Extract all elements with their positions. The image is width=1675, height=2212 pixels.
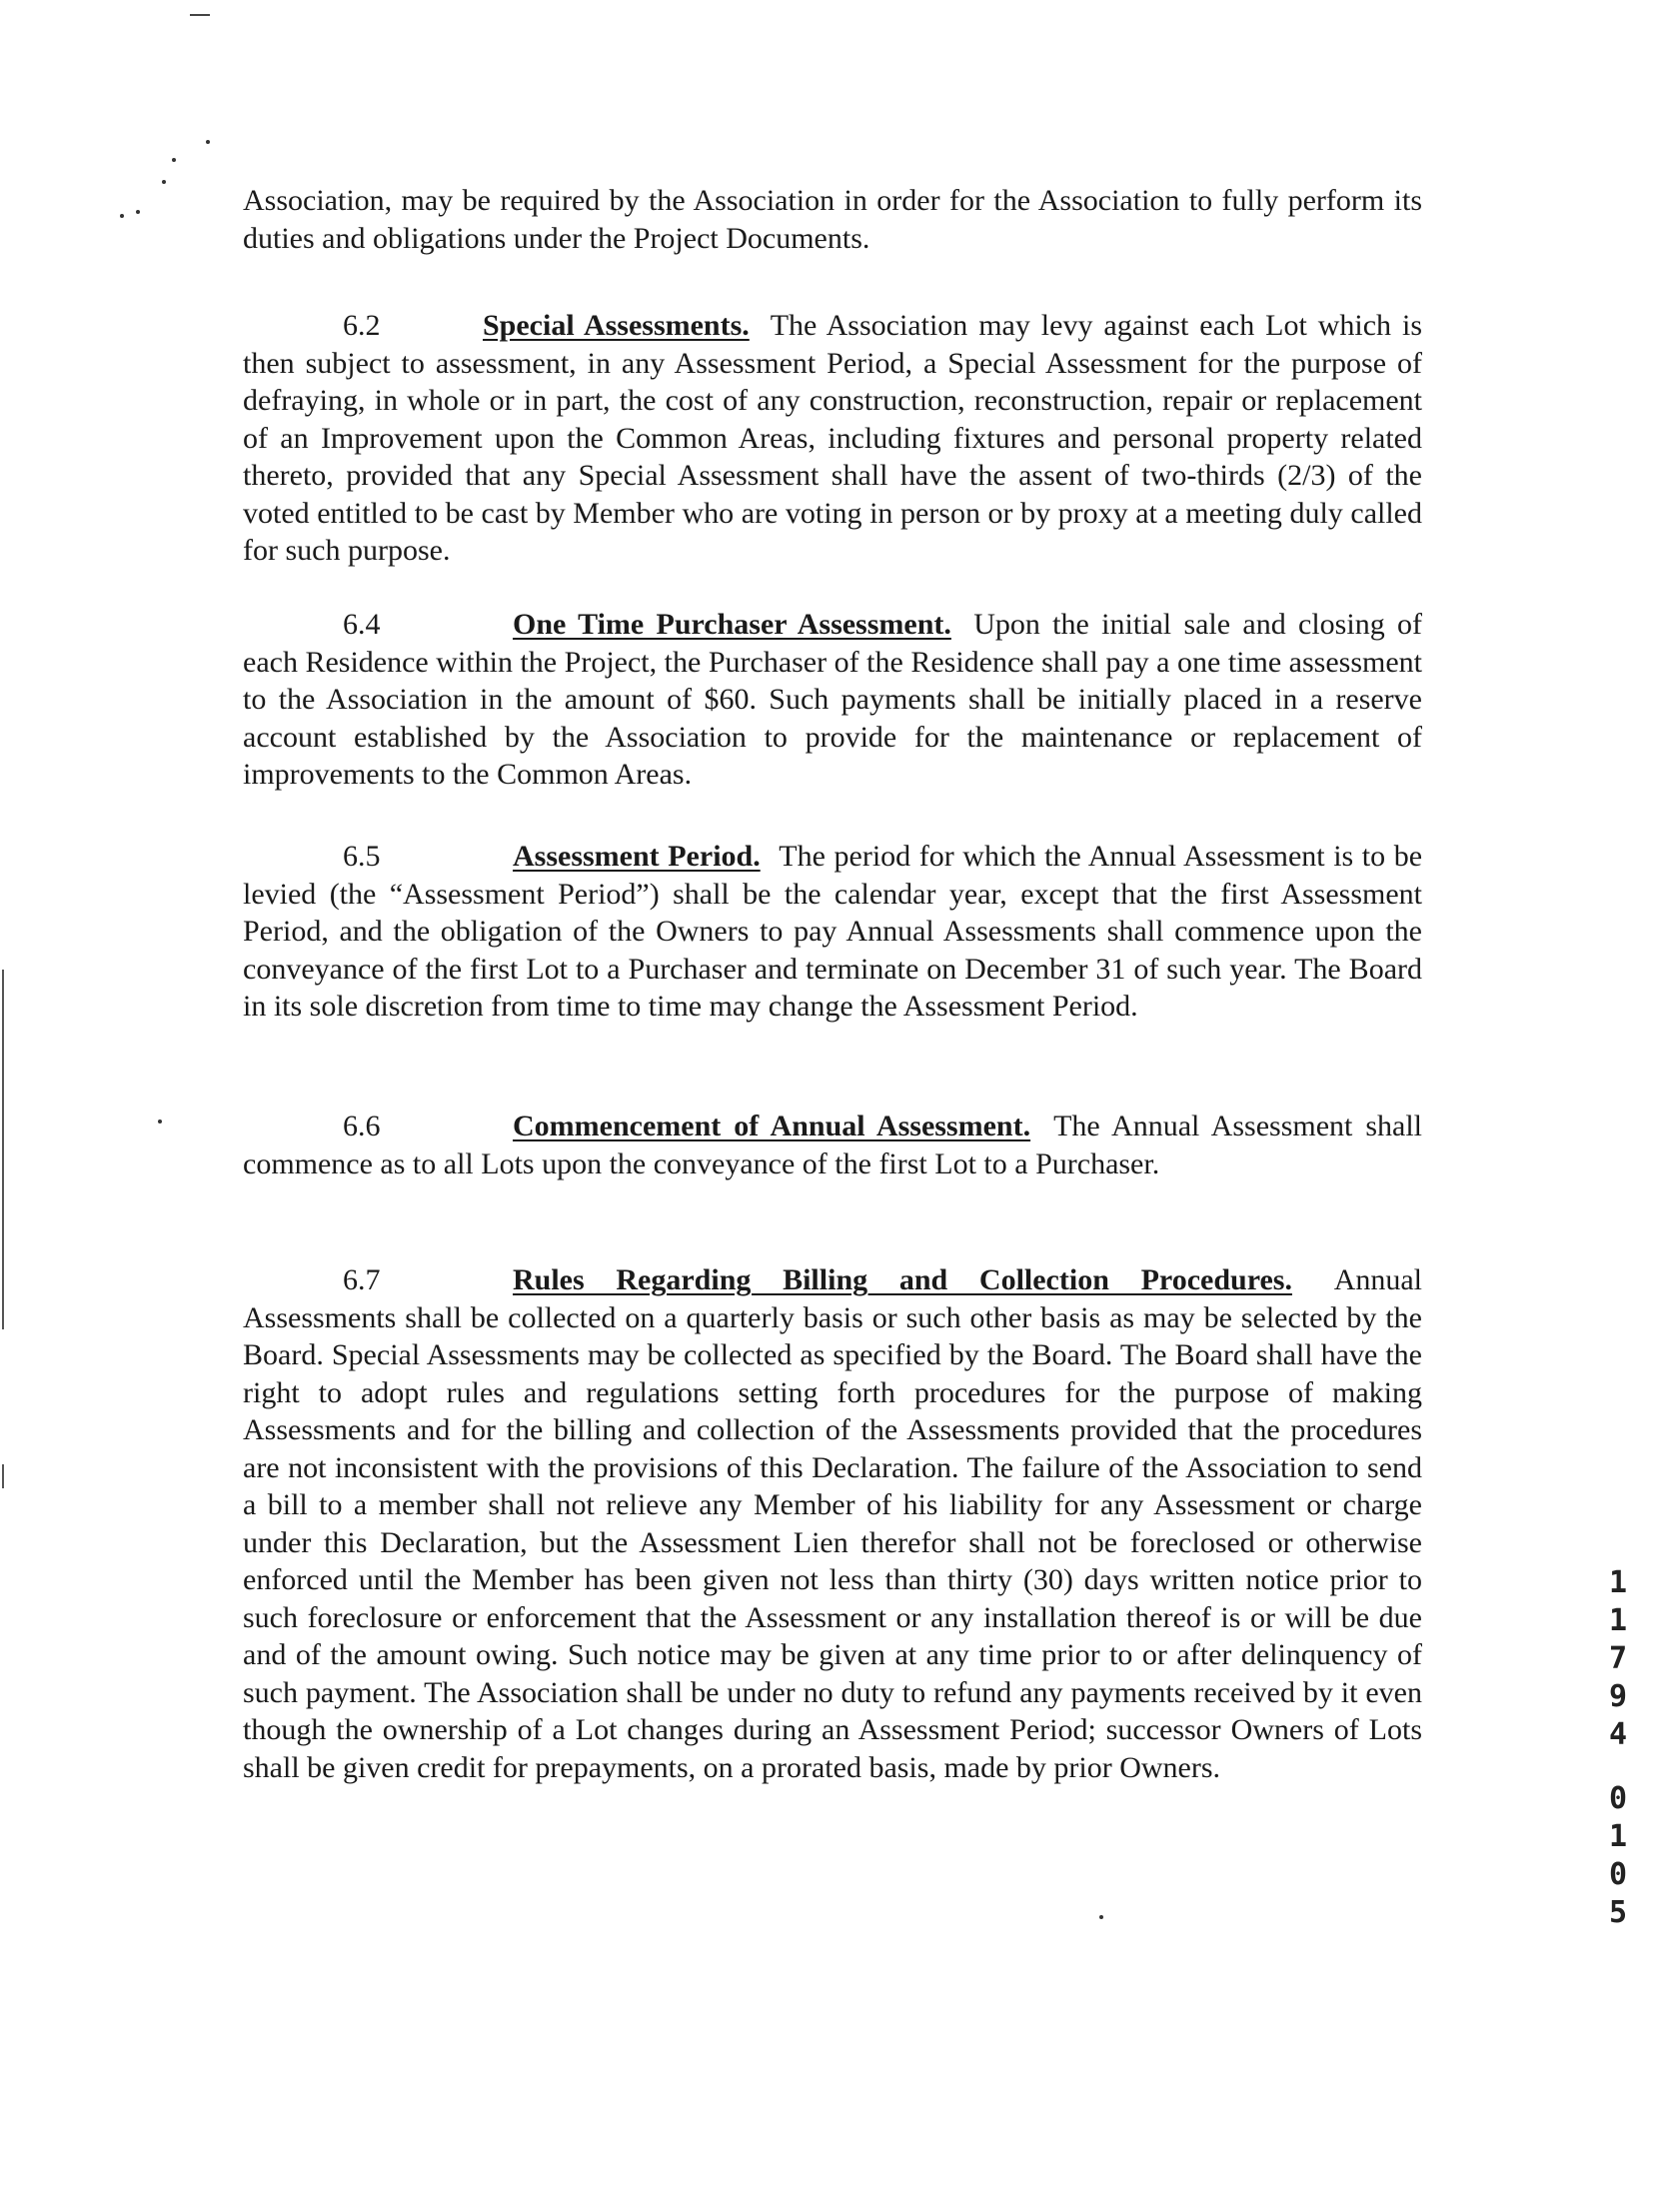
section-number: 6.7 bbox=[343, 1263, 381, 1296]
section-body: Upon the initial sale and closing of each Residence within the Project, the Purchaser of the Residence shall pay a one time assessment to the Association in the amount of $60. Such payments shall be initially placed in a reserve account established by the Association to provide for the maintenance or replacement of improvements to the Common Areas. bbox=[243, 608, 1422, 791]
stamp-digit: 9 bbox=[1608, 1679, 1628, 1714]
stamp-digit: 1 bbox=[1608, 1565, 1628, 1600]
section-number: 6.5 bbox=[343, 840, 381, 873]
section-6-6 bbox=[243, 1107, 1422, 1182]
scan-speck bbox=[206, 140, 210, 144]
stamp-digit: 4 bbox=[1608, 1717, 1628, 1752]
section-number: 6.2 bbox=[343, 309, 381, 342]
section-6-4 bbox=[243, 606, 1422, 794]
scan-mark-top bbox=[190, 14, 210, 16]
recording-number-stamp bbox=[1603, 1564, 1633, 1932]
stamp-digit: 5 bbox=[1608, 1895, 1628, 1930]
section-body: Annual Assessments shall be collected on a quarterly basis or such other basis as may be selected by the Board. Special Assessments may be collected as specified by the Board. The Board shall have the right to adopt rules and regulations setting forth procedures for the purpose of making Assessments and for the billing and collection of the Assessments provided that the procedures are not inconsistent with the provisions of this Declaration. The failure of the Association to send a bill to a member shall not relieve any Member of his liability for any Assessment or charge under this Declaration, but the Assessment Lien therefor shall not be foreclosed or otherwise enforced until the Member has been given not less than thirty (30) days written notice prior to such foreclosure or enforcement that the Assessment or any installation thereof is or will be due and of the amount owing. Such notice may be given at any time prior to or after delinquency of such payment. The Association shall be under no duty to refund any payments received by it even though the ownership of a Lot changes during an Assessment Period; successor Owners of Lots shall be given credit for prepayments, on a prorated basis, made by prior Owners. bbox=[243, 1263, 1423, 1784]
section-6-7 bbox=[243, 1261, 1422, 1786]
scan-speck bbox=[136, 210, 140, 214]
section-body: The period for which the Annual Assessment is to be levied (the “Assessment Period”) shall be the calendar year, except that the first Assessment Period, and the obligation of the Owners to pay Annual Assessments shall commence upon the conveyance of the first Lot to a Purchaser and terminate on December 31 of such year. The Board in its sole discretion from time to time may change the Assessment Period. bbox=[243, 840, 1423, 1023]
section-title: Special Assessments. bbox=[483, 309, 750, 342]
scan-edge-line bbox=[2, 1464, 4, 1488]
section-title: Rules Regarding Billing and Collection Procedures. bbox=[513, 1263, 1292, 1296]
stamp-digit: 1 bbox=[1608, 1603, 1628, 1638]
stamp-digit: 1 bbox=[1608, 1819, 1628, 1854]
stamp-gap bbox=[1603, 1754, 1633, 1780]
section-body: The Annual Assessment shall commence as to all Lots upon the conveyance of the first Lot to a Purchaser. bbox=[243, 1109, 1422, 1180]
lead-paragraph: Association, may be required by the Association in order for the Association to fully perform its duties and obligations under the Project Documents. bbox=[243, 184, 1422, 255]
section-6-2 bbox=[243, 307, 1422, 570]
scan-edge-line bbox=[2, 970, 4, 1329]
section-number: 6.4 bbox=[343, 608, 381, 641]
section-title: Assessment Period. bbox=[513, 840, 761, 873]
scan-speck bbox=[162, 180, 166, 184]
scan-speck bbox=[172, 158, 176, 162]
section-body: The Association may levy against each Lot which is then subject to assessment, in any Assessment Period, a Special Assessment for the purpose of defraying, in whole or in part, the cost of any construction, reconstruction, repair or replacement of an Improvement upon the Common Areas, including fixtures and personal property related thereto, provided that any Special Assessment shall have the assent of two-thirds (2/3) of the voted entitled to be cast by Member who are voting in person or by proxy at a meeting duly called for such purpose. bbox=[243, 309, 1422, 567]
stamp-digit: 0 bbox=[1608, 1857, 1628, 1892]
scan-speck bbox=[1099, 1915, 1103, 1919]
section-title: One Time Purchaser Assessment. bbox=[513, 608, 951, 641]
stamp-digit: 7 bbox=[1608, 1641, 1628, 1676]
section-number: 6.6 bbox=[343, 1109, 381, 1142]
section-title: Commencement of Annual Assessment. bbox=[513, 1109, 1031, 1142]
section-6-5 bbox=[243, 838, 1422, 1026]
scan-speck bbox=[120, 214, 124, 218]
scan-speck bbox=[158, 1119, 162, 1123]
stamp-digit: 0 bbox=[1608, 1781, 1628, 1816]
